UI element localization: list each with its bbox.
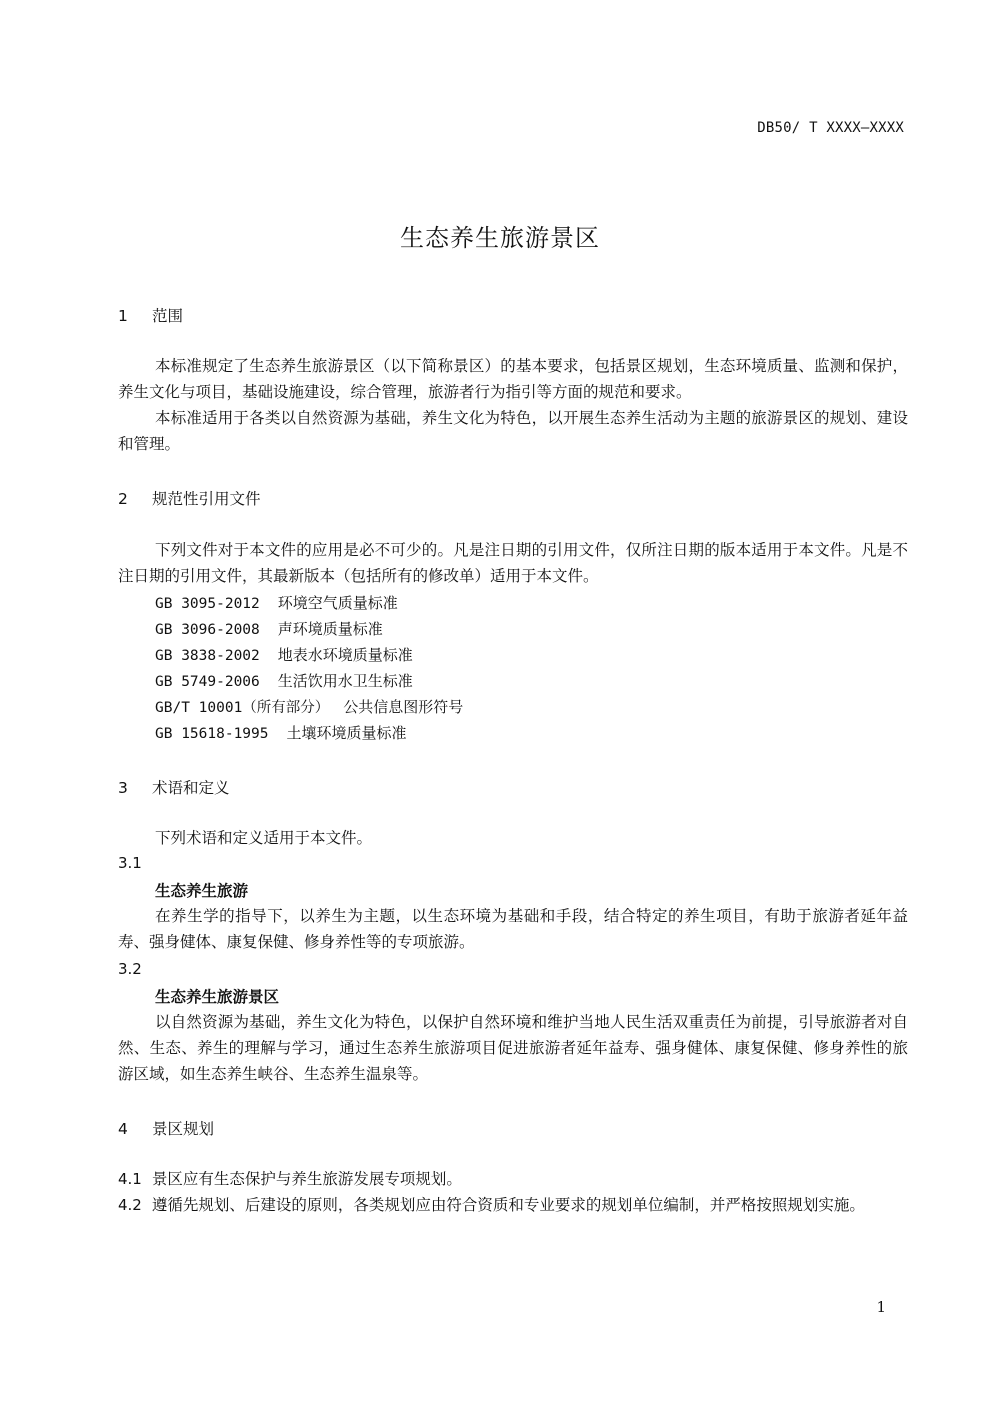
reference-code: GB/T 10001（所有部分） — [155, 700, 330, 716]
paragraph: 下列术语和定义适用于本文件。 — [155, 829, 373, 847]
section-title: 范围 — [152, 307, 184, 325]
document-code: DB50/ T XXXX—XXXX — [757, 120, 904, 136]
clause-number: 4.1 — [118, 1170, 142, 1188]
reference-item — [155, 722, 407, 743]
paragraph: 下列文件对于本文件的应用是必不可少的。凡是注日期的引用文件，仅所注日期的版本适用于本文件。凡是不注日期的引用文件，其最新版本（包括所有的修改单）适用于本文件。 — [118, 541, 908, 585]
clause-number: 4.2 — [118, 1196, 142, 1214]
section-heading-normative-references — [118, 487, 261, 509]
reference-item — [155, 592, 398, 613]
reference-code: GB 15618-1995 — [155, 726, 269, 742]
clause-number: 3.2 — [118, 960, 142, 978]
reference-name: 生活饮用水卫生标准 — [277, 672, 413, 690]
reference-name: 土壤环境质量标准 — [286, 724, 407, 742]
clause-item — [118, 1192, 908, 1218]
section-title: 术语和定义 — [152, 779, 230, 797]
paragraph: 本标准适用于各类以自然资源为基础，养生文化为特色，以开展生态养生活动为主题的旅游景区的规划、建设和管理。 — [118, 409, 908, 453]
reference-code: GB 3838-2002 — [155, 648, 260, 664]
reference-name: 地表水环境质量标准 — [277, 646, 413, 664]
section-number: 4 — [118, 1120, 128, 1138]
term-definition: 在养生学的指导下，以养生为主题，以生态环境为基础和手段，结合特定的养生项目，有助于旅游者延年益寿、强身健体、康复保健、修身养性等的专项旅游。 — [118, 907, 908, 951]
section-title: 景区规划 — [152, 1120, 215, 1138]
reference-code: GB 5749-2006 — [155, 674, 260, 690]
clause-number: 3.1 — [118, 854, 142, 872]
clause-text: 景区应有生态保护与养生旅游发展专项规划。 — [151, 1170, 462, 1188]
page-number: 1 — [876, 1298, 886, 1316]
section-number: 3 — [118, 779, 128, 797]
reference-item — [155, 618, 383, 639]
reference-name: 声环境质量标准 — [277, 620, 383, 638]
reference-item — [155, 696, 463, 717]
clause-item — [118, 1166, 908, 1192]
section-title: 规范性引用文件 — [152, 490, 261, 508]
reference-code: GB 3096-2008 — [155, 622, 260, 638]
reference-code: GB 3095-2012 — [155, 596, 260, 612]
reference-name: 环境空气质量标准 — [277, 594, 398, 612]
clause-text: 遵循先规划、后建设的原则，各类规划应由符合资质和专业要求的规划单位编制，并严格按照规划实施。 — [151, 1196, 865, 1214]
section-heading-scenic-planning — [118, 1117, 214, 1139]
section-number: 1 — [118, 307, 128, 325]
term-name: 生态养生旅游景区 — [155, 988, 280, 1006]
reference-item — [155, 644, 413, 665]
section-number: 2 — [118, 490, 128, 508]
document-title: 生态养生旅游景区 — [400, 224, 600, 252]
reference-item — [155, 670, 413, 691]
paragraph: 本标准规定了生态养生旅游景区（以下简称景区）的基本要求，包括景区规划，生态环境质量、监测和保护，养生文化与项目，基础设施建设，综合管理，旅游者行为指引等方面的规范和要求。 — [118, 357, 908, 401]
section-heading-terms-and-definitions — [118, 776, 230, 798]
reference-name: 公共信息图形符号 — [343, 698, 464, 716]
term-name: 生态养生旅游 — [155, 882, 249, 900]
term-definition: 以自然资源为基础，养生文化为特色，以保护自然环境和维护当地人民生活双重责任为前提，引导旅游者对自然、生态、养生的理解与学习，通过生态养生旅游项目促进旅游者延年益寿、强身健体、康复保健、修身养性的旅游区域，如生态养生峡谷、生态养生温泉等。 — [118, 1013, 908, 1083]
section-heading-scope — [118, 304, 183, 326]
